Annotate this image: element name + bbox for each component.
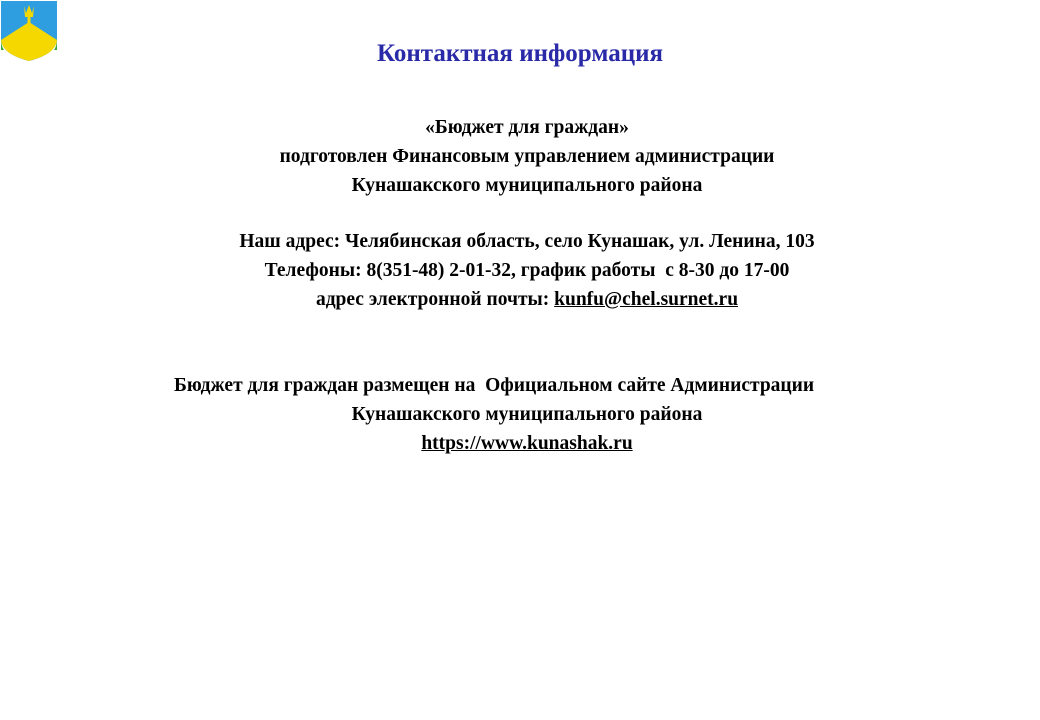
site-line-2: Кунашакского муниципального района	[351, 404, 703, 425]
prepared-by-block	[0, 113, 1040, 200]
emblem-stem	[28, 17, 31, 26]
phones-text: Телефоны: 8(351-48) 2-01-32, график работы с 8-30 до 17-00	[264, 260, 790, 281]
email-link[interactable]: kunfu@chel.surnet.ru	[554, 289, 739, 310]
prepared-line-2: подготовлен Финансовым управлением администрации	[279, 146, 775, 167]
address-text: Наш адрес: Челябинская область, село Кунашак, ул. Ленина, 103	[239, 231, 815, 252]
prepared-line-3: Кунашакского муниципального района	[351, 175, 703, 196]
site-block	[0, 371, 1040, 458]
site-line-1: Бюджет для граждан размещен на Официальном сайте Администрации	[174, 375, 815, 396]
site-url-link[interactable]: https://www.kunashak.ru	[421, 433, 633, 454]
contacts-block	[0, 227, 1040, 314]
email-line	[14, 285, 1040, 314]
site-url-line	[14, 429, 1040, 458]
page-title: Контактная информация	[376, 40, 664, 67]
prepared-line-1: «Бюджет для граждан»	[425, 117, 629, 138]
email-label: адрес электронной почты:	[315, 289, 555, 310]
